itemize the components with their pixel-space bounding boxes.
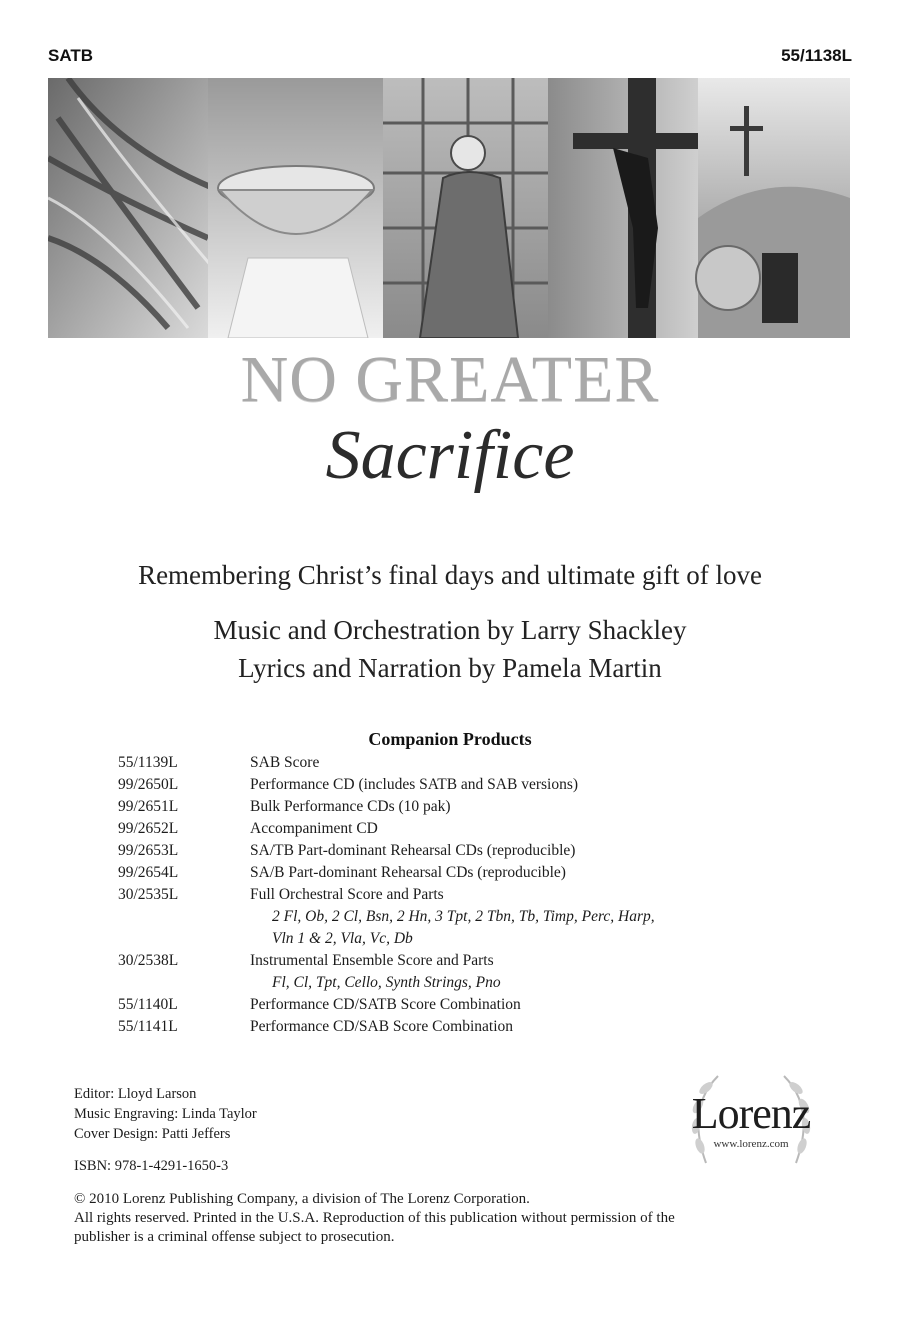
- engraving-credit: Music Engraving: Linda Taylor: [74, 1106, 257, 1122]
- product-description: Performance CD/SAB Score Combination: [250, 1018, 514, 1035]
- logo-url: www.lorenz.com: [713, 1138, 789, 1150]
- product-code: 55/1139L: [118, 754, 178, 771]
- product-description: SA/TB Part-dominant Rehearsal CDs (reproducible): [250, 842, 576, 859]
- product-code: 99/2650L: [118, 776, 179, 793]
- product-code: 55/1140L: [118, 996, 178, 1013]
- ensemble-instruments: Fl, Cl, Tpt, Cello, Synth Strings, Pno: [272, 974, 501, 991]
- list-item: [118, 818, 378, 840]
- copyright-line: © 2010 Lorenz Publishing Company, a division of The Lorenz Corporation.: [74, 1191, 530, 1207]
- product-description: SA/B Part-dominant Rehearsal CDs (reproducible): [250, 864, 566, 881]
- voicing-label: SATB: [48, 46, 94, 65]
- praying-figure-icon: [383, 78, 548, 338]
- catalog-number: 55/1138L: [781, 46, 852, 65]
- product-description: Instrumental Ensemble Score and Parts: [250, 952, 494, 969]
- title-line-2: Sacrifice: [325, 417, 575, 494]
- product-code: 99/2653L: [118, 842, 179, 859]
- empty-tomb-icon: [696, 78, 850, 338]
- list-item: [118, 950, 494, 972]
- basin-icon: [208, 78, 383, 338]
- isbn: ISBN: 978-1-4291-1650-3: [74, 1158, 229, 1174]
- list-item: [118, 1016, 513, 1038]
- product-code: 99/2652L: [118, 820, 179, 837]
- product-code: 99/2654L: [118, 864, 179, 881]
- cover-banner: [48, 78, 850, 338]
- product-code: 99/2651L: [118, 798, 179, 815]
- orchestral-instruments-line-1: 2 Fl, Ob, 2 Cl, Bsn, 2 Hn, 3 Tpt, 2 Tbn, Tb, Timp, Perc, Harp,: [272, 908, 655, 925]
- product-description: Performance CD/SATB Score Combination: [250, 996, 521, 1013]
- rights-line-1: All rights reserved. Printed in the U.S.A. Reproduction of this publication without permission of the: [74, 1210, 675, 1226]
- palm-frond-icon: [48, 78, 213, 338]
- product-code: 30/2538L: [118, 952, 179, 969]
- list-item: [118, 752, 319, 774]
- orchestral-instruments-line-2: Vln 1 & 2, Vla, Vc, Db: [272, 930, 413, 947]
- list-item: [118, 796, 451, 818]
- list-item: [118, 994, 521, 1016]
- companion-heading: Companion Products: [368, 729, 532, 749]
- title-line-1: NO GREATER: [240, 343, 660, 416]
- list-item: [118, 774, 578, 796]
- list-item: [118, 840, 575, 862]
- list-item: [118, 884, 444, 906]
- list-item: [118, 862, 566, 884]
- product-description: SAB Score: [250, 754, 320, 771]
- publisher-logo: [676, 1068, 826, 1180]
- crucifix-icon: [548, 78, 698, 338]
- product-description: Full Orchestral Score and Parts: [250, 886, 444, 903]
- lyrics-credit: Lyrics and Narration by Pamela Martin: [238, 653, 662, 683]
- product-description: Performance CD (includes SATB and SAB versions): [250, 776, 579, 793]
- subtitle: Remembering Christ’s final days and ultimate gift of love: [138, 560, 762, 590]
- product-description: Bulk Performance CDs (10 pak): [250, 798, 451, 815]
- music-credit: Music and Orchestration by Larry Shackley: [213, 615, 687, 645]
- product-code: 55/1141L: [118, 1018, 178, 1035]
- product-code: 30/2535L: [118, 886, 179, 903]
- product-description: Accompaniment CD: [250, 820, 378, 837]
- rights-line-2: publisher is a criminal offense subject to prosecution.: [74, 1229, 395, 1245]
- editor-credit: Editor: Lloyd Larson: [74, 1086, 197, 1102]
- logo-wordmark: Lorenz: [691, 1089, 811, 1138]
- cover-design-credit: Cover Design: Patti Jeffers: [74, 1126, 231, 1142]
